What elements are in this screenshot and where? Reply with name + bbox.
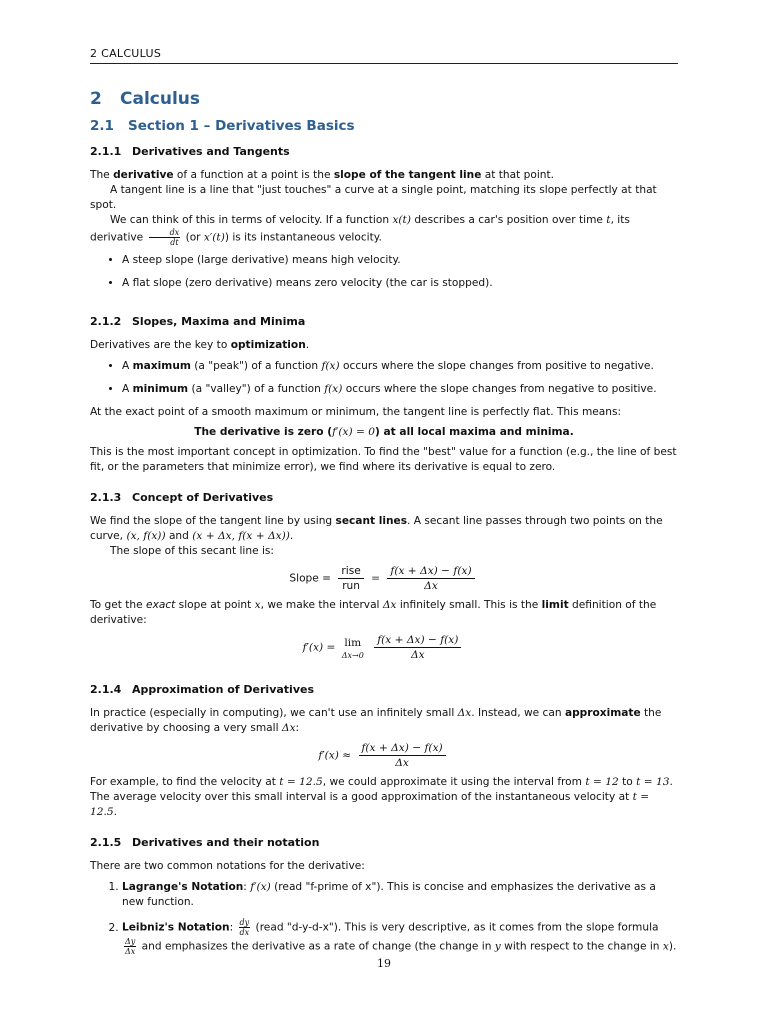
running-head: 2 CALCULUS bbox=[90, 47, 162, 60]
text: In practice (especially in computing), we can't use an infinitely small bbox=[90, 707, 458, 719]
fraction-denominator: dt bbox=[170, 238, 179, 247]
text: . bbox=[669, 776, 673, 788]
text: at that point. bbox=[481, 169, 555, 181]
section-title-text: Section 1 – Derivatives Basics bbox=[128, 118, 355, 134]
chapter-number: 2 bbox=[90, 89, 102, 109]
section-number: 2.1 bbox=[90, 118, 114, 134]
text: occurs where the slope changes from positive to negative. bbox=[339, 360, 654, 372]
math: f(x) bbox=[324, 383, 343, 395]
text: We find the slope of the tangent line by using bbox=[90, 515, 336, 527]
text: , we could approximate it using the interval from bbox=[322, 776, 586, 788]
inline-fraction bbox=[239, 918, 251, 937]
math: t = 12 bbox=[585, 776, 619, 788]
bold-text: The derivative is zero ( bbox=[194, 426, 333, 438]
text: ). bbox=[668, 940, 677, 953]
text: (a "peak") of a function bbox=[190, 360, 322, 372]
subsection-heading bbox=[90, 682, 678, 697]
key-statement bbox=[90, 425, 678, 440]
equation-approximation bbox=[90, 741, 678, 770]
fraction-denominator: run bbox=[342, 580, 360, 592]
fraction-numerator: dx bbox=[149, 228, 181, 238]
lim-label: lim bbox=[344, 636, 362, 649]
subsection-title: Slopes, Maxima and Minima bbox=[132, 315, 306, 328]
text: occurs where the slope changes from negative to positive. bbox=[342, 383, 657, 395]
numbered-list bbox=[90, 880, 678, 956]
chapter-title bbox=[90, 89, 678, 109]
fraction bbox=[387, 564, 474, 593]
paragraph: The slope of this secant line is: bbox=[110, 545, 275, 557]
fraction-denominator: Δx bbox=[424, 580, 438, 592]
subsection-heading bbox=[90, 144, 678, 159]
header-rule bbox=[90, 63, 678, 64]
math: t = 12.5 bbox=[279, 776, 323, 788]
paragraph bbox=[90, 338, 678, 353]
paragraph: A tangent line is a line that "just touches" a curve at a single point, matching its slope perfectly at that spot. bbox=[90, 184, 657, 211]
subsection-number: 2.1.4 bbox=[90, 683, 122, 696]
math: t bbox=[606, 214, 611, 226]
equation-limit-definition bbox=[90, 633, 678, 662]
text: describes a car's position over time bbox=[410, 214, 607, 226]
page-number: 19 bbox=[377, 957, 391, 970]
paragraph bbox=[90, 790, 678, 820]
text: of a function at a point is the bbox=[173, 169, 334, 181]
fraction-numerator: rise bbox=[338, 564, 363, 579]
math: Δx bbox=[281, 722, 296, 734]
text: (or bbox=[182, 231, 204, 244]
text: : bbox=[295, 722, 300, 734]
text: For example, to find the velocity at bbox=[90, 776, 280, 788]
bullet-list bbox=[90, 253, 678, 291]
fraction-denominator: dx bbox=[239, 928, 250, 937]
text: , its derivative bbox=[90, 214, 630, 244]
paragraph bbox=[90, 598, 678, 628]
math: x bbox=[662, 940, 669, 953]
math: Δx bbox=[382, 599, 397, 611]
equation-lhs: f′(x) ≈ bbox=[318, 749, 352, 762]
fraction-denominator: Δx bbox=[125, 947, 136, 956]
text: slope at point bbox=[175, 599, 255, 611]
text: (read "f-prime of x"). This is concise and emphasizes the derivative as a new function. bbox=[122, 881, 656, 908]
math: (x, f(x)) bbox=[126, 530, 166, 542]
text: : bbox=[243, 881, 251, 893]
text: , we make the interval bbox=[260, 599, 383, 611]
subsection-number: 2.1.2 bbox=[90, 315, 122, 328]
bold-text: ) at all local maxima and minima. bbox=[375, 426, 574, 438]
text: . bbox=[113, 806, 117, 818]
chapter-title-text: Calculus bbox=[120, 89, 201, 109]
fraction bbox=[359, 741, 446, 770]
paragraph bbox=[90, 514, 678, 544]
bold-term: minimum bbox=[132, 383, 189, 395]
subsection-title: Approximation of Derivatives bbox=[132, 683, 314, 696]
italic-term: exact bbox=[146, 599, 176, 611]
bold-term: secant lines bbox=[335, 515, 408, 527]
text: A bbox=[122, 360, 133, 372]
bold-term: optimization bbox=[230, 339, 306, 351]
math: x(t) bbox=[392, 214, 411, 226]
math: y bbox=[494, 940, 501, 953]
text: The average velocity over this small interval is a good approximation of the instantaneous velocity at bbox=[90, 791, 633, 803]
math: t = 12.5 bbox=[90, 791, 650, 818]
fraction bbox=[338, 564, 363, 593]
text: . bbox=[289, 530, 294, 542]
paragraph: There are two common notations for the derivative: bbox=[90, 860, 365, 872]
text: (a "valley") of a function bbox=[188, 383, 325, 395]
subsection-number: 2.1.1 bbox=[90, 145, 122, 158]
text: and emphasizes the derivative as a rate of change (the change in bbox=[138, 940, 495, 953]
subsection-title: Derivatives and their notation bbox=[132, 836, 320, 849]
bullet-list bbox=[90, 359, 678, 397]
text: definition of the derivative: bbox=[90, 599, 657, 626]
bold-term: slope of the tangent line bbox=[333, 169, 482, 181]
text: A bbox=[122, 383, 133, 395]
subsection-number: 2.1.3 bbox=[90, 491, 122, 504]
list-item: • A steep slope (large derivative) means high velocity. bbox=[122, 253, 678, 268]
text: the derivative by choosing a very small bbox=[90, 707, 662, 734]
bold-term: Leibniz's Notation bbox=[122, 921, 230, 934]
text: Derivatives are the key to bbox=[90, 339, 231, 351]
fraction bbox=[374, 633, 461, 662]
text: with respect to the change in bbox=[500, 940, 663, 953]
math: f(x) bbox=[321, 360, 340, 372]
equation-lhs: f′(x) = bbox=[302, 641, 336, 654]
section-title bbox=[90, 119, 678, 134]
paragraph bbox=[90, 213, 678, 247]
math: x′(t) bbox=[203, 231, 225, 244]
subsection-heading bbox=[90, 314, 678, 329]
paragraph bbox=[90, 706, 678, 736]
math: t = 13 bbox=[636, 776, 670, 788]
paragraph bbox=[90, 775, 678, 790]
fraction-numerator: dy bbox=[239, 918, 250, 927]
text: ) is its instantaneous velocity. bbox=[224, 231, 382, 244]
bold-term: limit bbox=[541, 599, 569, 611]
list-item bbox=[122, 880, 678, 910]
lim-subscript: Δx→0 bbox=[341, 650, 364, 660]
text: to bbox=[618, 776, 637, 788]
text: (read "d-y-d-x"). This is very descriptive, as it comes from the slope formula bbox=[252, 921, 659, 934]
text: . Instead, we can bbox=[471, 707, 565, 719]
fraction-denominator: Δx bbox=[411, 649, 425, 661]
text: and bbox=[165, 530, 193, 542]
subsection-heading bbox=[90, 490, 678, 505]
math: Δx bbox=[457, 707, 472, 719]
math: f′(x) = 0 bbox=[332, 426, 375, 438]
inline-fraction bbox=[149, 228, 181, 247]
equation-secant-slope bbox=[90, 564, 678, 593]
bold-term: approximate bbox=[564, 707, 641, 719]
math: x bbox=[254, 599, 261, 611]
fraction-numerator: f(x + Δx) − f(x) bbox=[359, 741, 446, 756]
inline-fraction bbox=[124, 937, 136, 956]
fraction-numerator: f(x + Δx) − f(x) bbox=[387, 564, 474, 579]
fraction-numerator: f(x + Δx) − f(x) bbox=[374, 633, 461, 648]
paragraph bbox=[90, 168, 678, 183]
fraction-numerator: Δy bbox=[125, 937, 136, 946]
paragraph: At the exact point of a smooth maximum or minimum, the tangent line is perfectly flat. This means: bbox=[90, 406, 622, 418]
bold-term: maximum bbox=[132, 360, 191, 372]
limit-operator bbox=[342, 636, 364, 660]
math: (x + Δx, f(x + Δx)) bbox=[192, 530, 290, 542]
text: To get the bbox=[90, 599, 147, 611]
paragraph: This is the most important concept in optimization. To find the "best" value for a function (e.g., the line of best fit, or the parameters that minimize error), we find where its derivative is equal to zero. bbox=[90, 446, 677, 473]
subsection-title: Derivatives and Tangents bbox=[132, 145, 290, 158]
text: : bbox=[229, 921, 237, 934]
list-item bbox=[122, 359, 678, 374]
text: The bbox=[90, 169, 114, 181]
subsection-title: Concept of Derivatives bbox=[132, 491, 274, 504]
page-content bbox=[90, 89, 678, 964]
equals-sign: = bbox=[371, 572, 381, 585]
text: We can think of this in terms of velocity. If a function bbox=[110, 214, 393, 226]
text: . A secant line passes through two points on the curve, bbox=[90, 515, 663, 542]
list-item: • A flat slope (zero derivative) means zero velocity (the car is stopped). bbox=[122, 276, 678, 291]
list-item bbox=[122, 918, 678, 956]
equation-lhs: Slope = bbox=[289, 572, 332, 585]
bold-term: derivative bbox=[113, 169, 174, 181]
fraction-denominator: Δx bbox=[395, 757, 409, 769]
list-item bbox=[122, 382, 678, 397]
subsection-number: 2.1.5 bbox=[90, 836, 122, 849]
math: f′(x) bbox=[250, 881, 271, 893]
text: infinitely small. This is the bbox=[396, 599, 542, 611]
subsection-heading bbox=[90, 835, 678, 850]
bold-term: Lagrange's Notation bbox=[122, 881, 244, 893]
text: . bbox=[305, 339, 310, 351]
